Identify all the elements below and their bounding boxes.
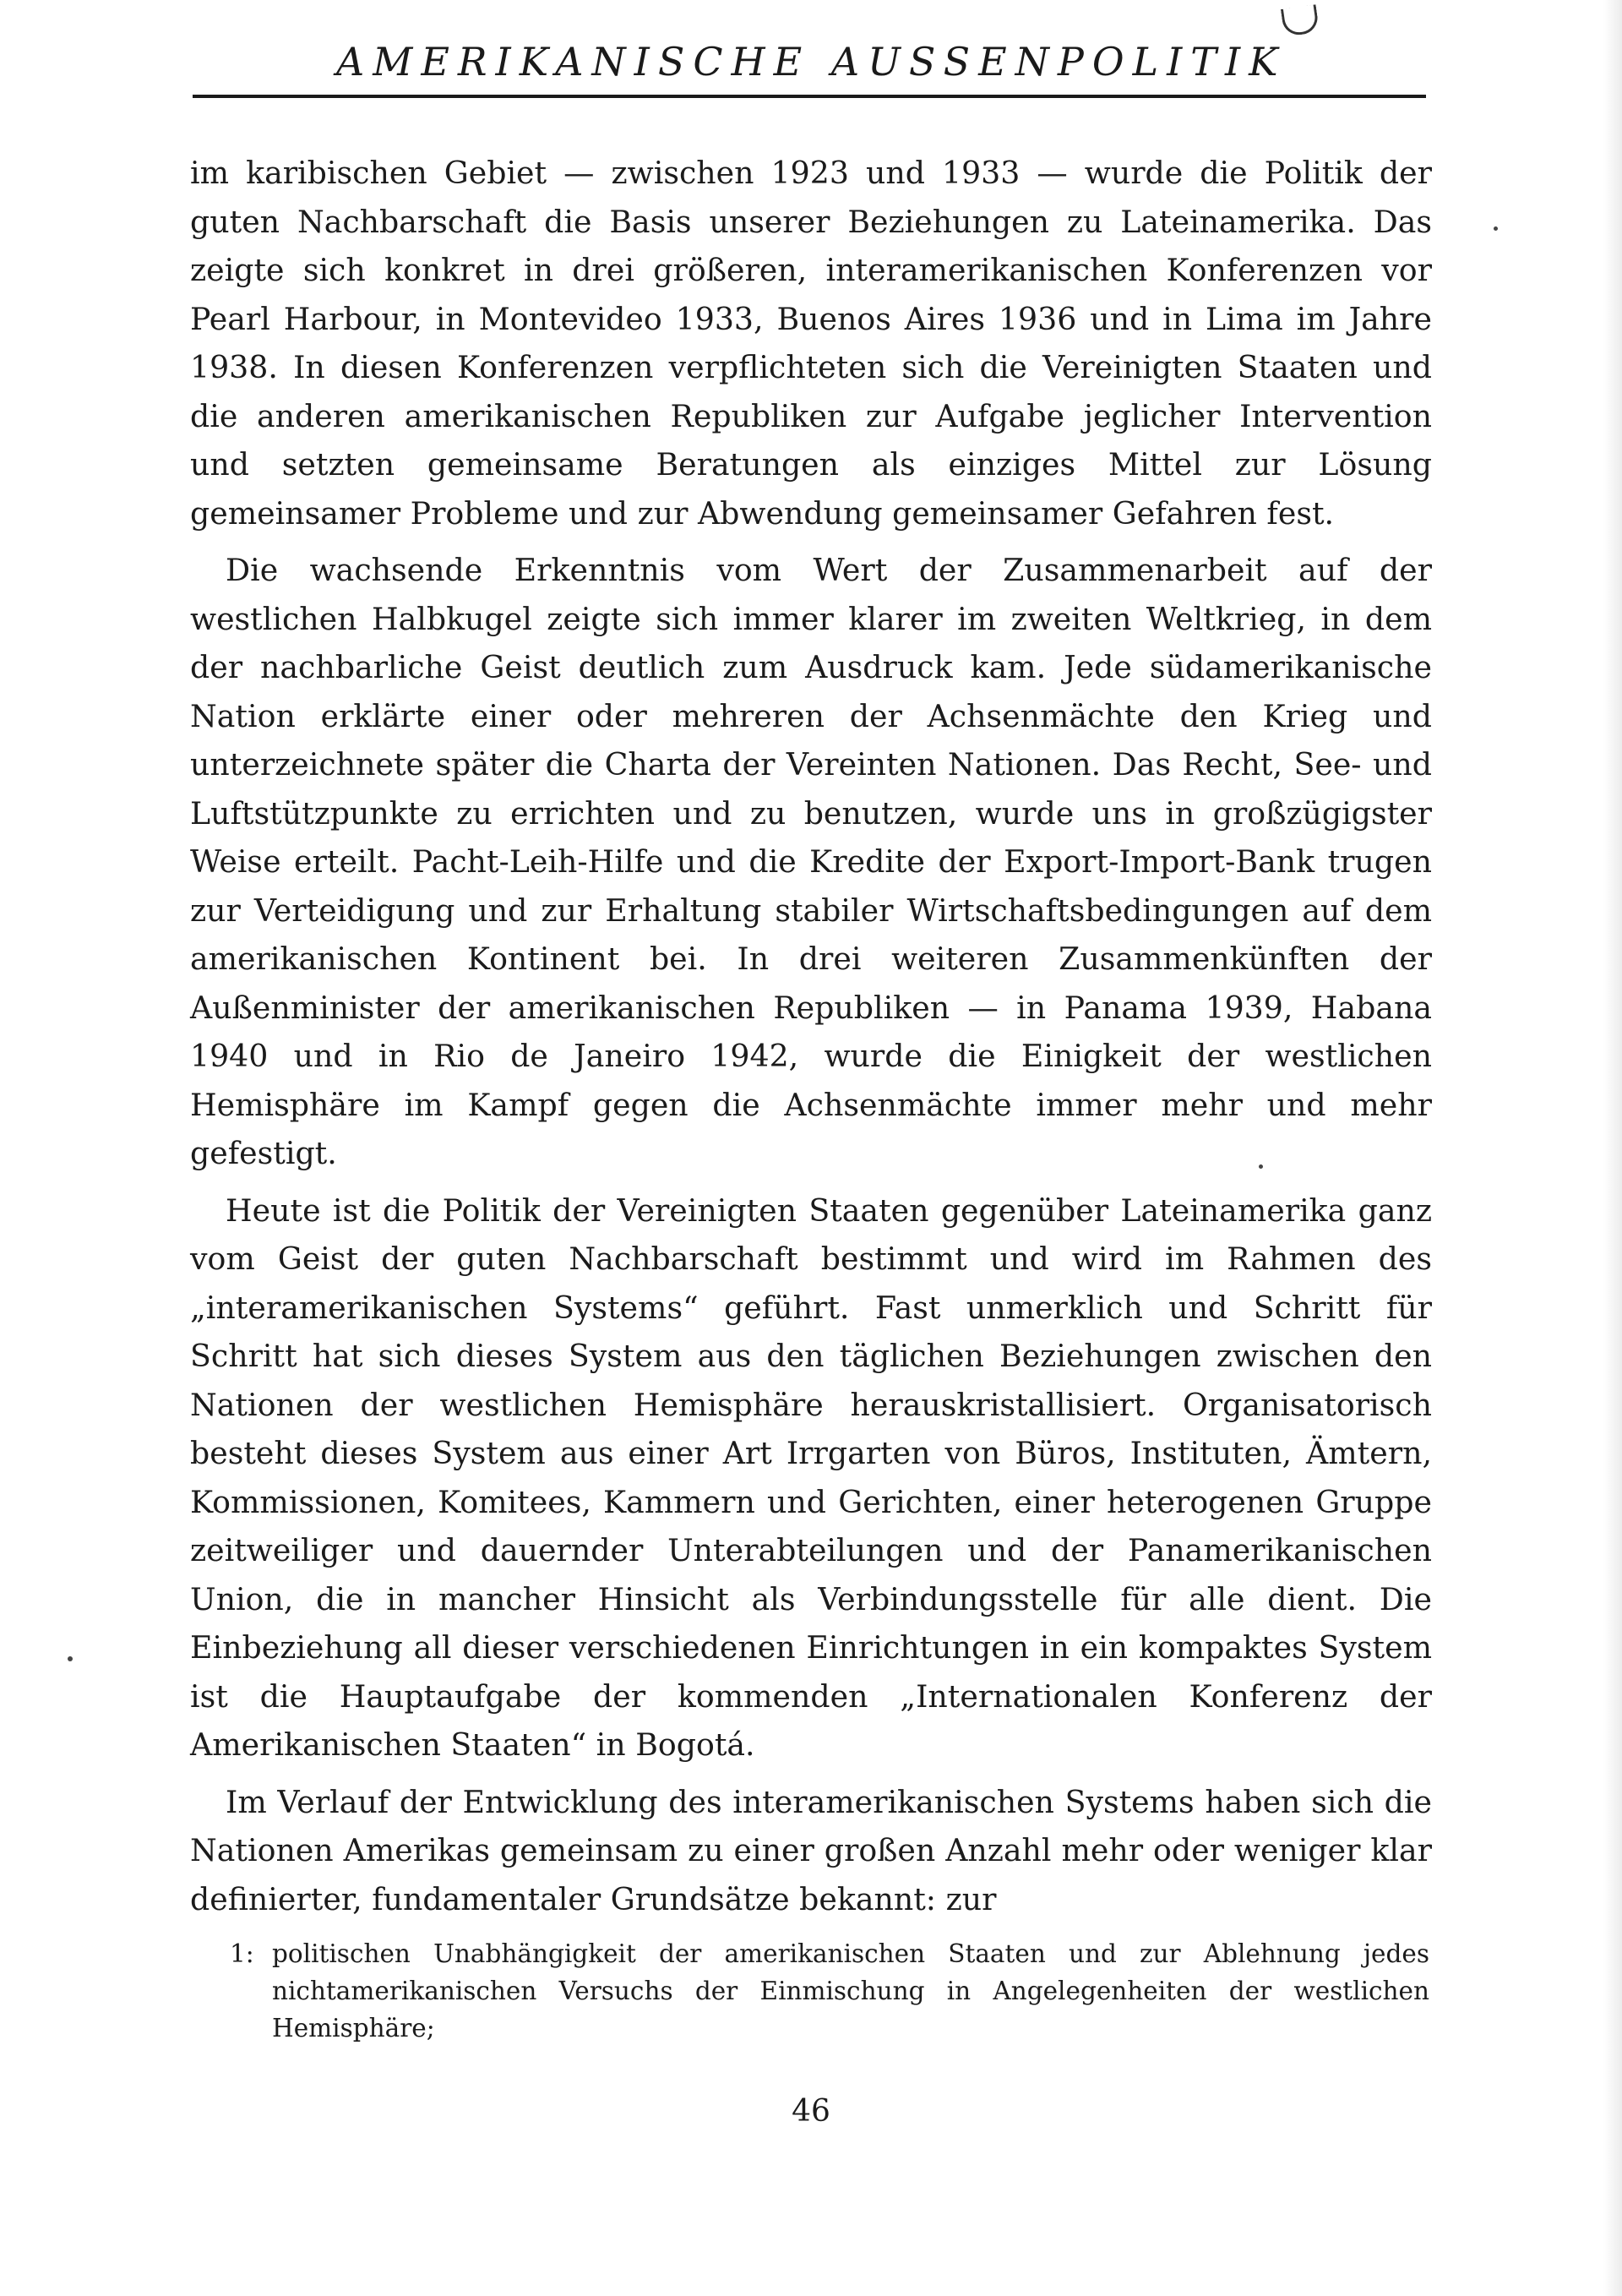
- ink-speck: [1259, 1164, 1263, 1169]
- page-number: 46: [792, 2094, 830, 2129]
- page-edge-shadow: [1603, 0, 1622, 2296]
- header-rule: [193, 95, 1426, 98]
- footnote-number: 1:: [230, 1939, 254, 1968]
- footnote-text: politischen Unabhängigkeit der amerikanischen Staaten und zur Ablehnung jedes nichtamerikanischen Versuchs der Einmischung in Angelegenheiten der westlichen Hemisphäre;: [272, 1939, 1429, 2042]
- ink-speck: [1494, 226, 1498, 231]
- paragraph-2: Die wachsende Erkenntnis vom Wert der Zusammenarbeit auf der westlichen Halbkugel zeigte sich immer klarer im zweiten Weltkrieg, in dem der nachbarliche Geist deutlich zum Ausdruck kam. Jede südamerikanische Nation erklärte einer oder mehreren der Achsenmächte den Krieg und unterzeichnete später die Charta der Vereinten Nationen. Das Recht, See- und Luftstützpunkte zu errichten und zu benutzen, wurde uns in großzügigster Weise erteilt. Pacht-Leih-Hilfe und die Kredite der Export-Import-Bank trugen zur Verteidigung und zur Erhaltung stabiler Wirtschaftsbedingungen auf dem amerikanischen Kontinent bei. In drei weiteren Zusammenkünften der Außenminister der amerikanischen Republiken — in Panama 1939, Habana 1940 und in Rio de Janeiro 1942, wurde die Einigkeit der westlichen Hemisphäre im Kampf gegen die Achsenmächte immer mehr und mehr gefestigt.: [190, 552, 1432, 1171]
- running-head-title: AMERIKANISCHE AUSSENPOLITIK: [336, 39, 1287, 85]
- ink-speck: [68, 1656, 73, 1661]
- paragraph-4: Im Verlauf der Entwicklung des interamerikanischen Systems haben sich die Nationen Amerikas gemeinsam zu einer großen Anzahl mehr oder weniger klar definierter, fundamentaler Grundsätze bekannt: zur: [190, 1783, 1432, 1917]
- footnote: [230, 1935, 1429, 2047]
- paragraph-1: im karibischen Gebiet — zwischen 1923 und 1933 — wurde die Politik der guten Nachbarschaft die Basis unserer Beziehungen zu Lateinamerika. Das zeigte sich konkret in drei größeren, interamerikanischen Konferenzen vor Pearl Harbour, in Montevideo 1933, Buenos Aires 1936 und in Lima im Jahre 1938. In diesen Konferenzen verpflichteten sich die Vereinigten Staaten und die anderen amerikanischen Republiken zur Aufgabe jeglicher Intervention und setzten gemeinsame Beratungen als einziges Mittel zur Lösung gemeinsamer Probleme und zur Abwendung gemeinsamer Gefahren fest.: [190, 155, 1432, 532]
- paragraph-3: Heute ist die Politik der Vereinigten Staaten gegenüber Lateinamerika ganz vom Geist der guten Nachbarschaft bestimmt und wird im Rahmen des „interamerikanischen Systems“ geführt. Fast unmerklich und Schritt für Schritt hat sich dieses System aus den täglichen Beziehungen zwischen den Nationen der westlichen Hemisphäre herauskristallisiert. Organisatorisch besteht dieses System aus einer Art Irrgarten von Büros, Instituten, Ämtern, Kommissionen, Komitees, Kammern und Gerichten, einer heterogenen Gruppe zeitweiliger und dauernder Unterabteilungen und der Panamerikanischen Union, die in mancher Hinsicht als Verbindungsstelle für alle dient. Die Einbeziehung all dieser verschiedenen Einrichtungen in ein kompaktes System ist die Hauptaufgabe der kommenden „Internationalen Konferenz der Amerikanischen Staaten“ in Bogotá.: [190, 1192, 1432, 1763]
- running-head: [193, 32, 1426, 100]
- pen-mark: [1281, 4, 1320, 37]
- body-text: [190, 149, 1432, 1923]
